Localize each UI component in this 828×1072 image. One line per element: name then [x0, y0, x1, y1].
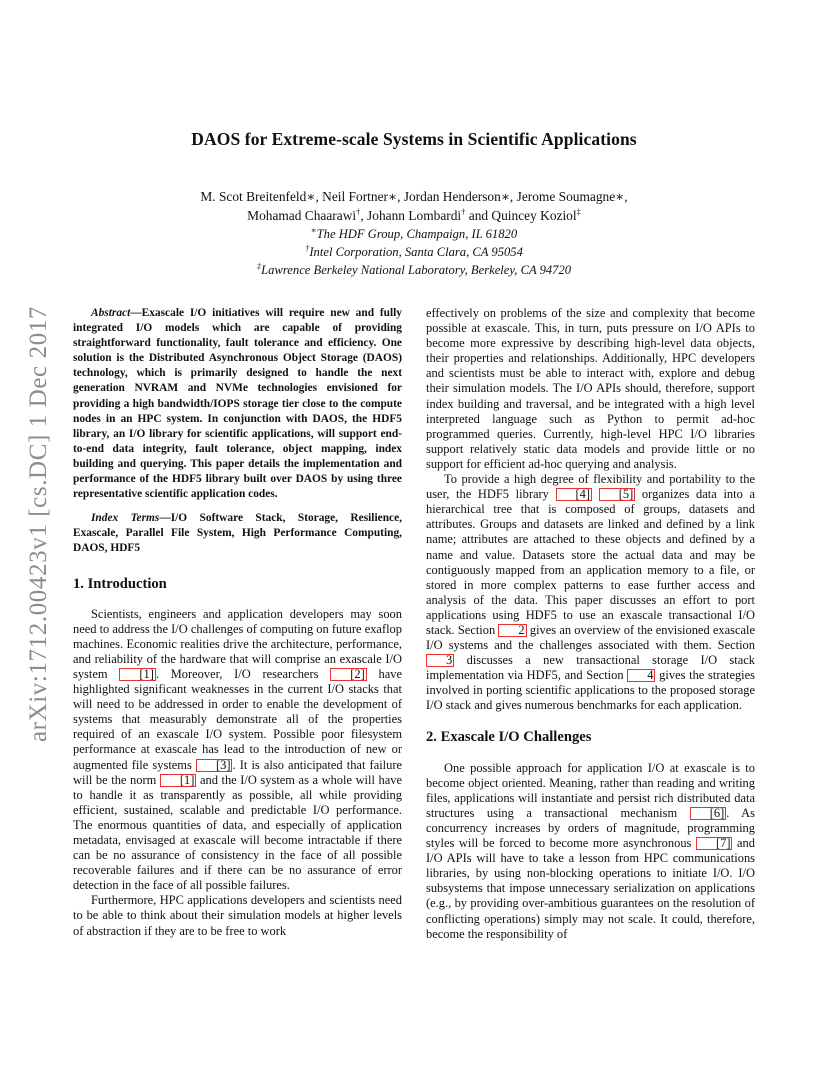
section-heading-exascale: 2. Exascale I/O Challenges	[426, 728, 592, 745]
citation-link[interactable]: [7]	[696, 837, 733, 850]
index-terms: Index Terms—I/O Software Stack, Storage, Resilience, Exascale, Parallel File System, High Performance Computing, DAOS, HDF5	[73, 512, 402, 555]
affiliation-2: †Intel Corporation, Santa Clara, CA 95054	[305, 242, 523, 259]
citation-link[interactable]: [1]	[160, 774, 197, 787]
abstract: Abstract—Exascale I/O initiatives will require new and fully integrated I/O models which are capable of providing straightforward functionality, fault tolerance and efficiency. One solution is the Distributed Asynchronous Object Storage (DAOS) technology, which is primarily designed to handle the next generation NVRAM and NVMe technologies envisioned for providing a high bandwidth/IOPS storage tier close to the compute nodes in an HPC system. In conjunction with DAOS, the HDF5 library, an I/O library for scientific applications, will support end-to-end data integrity, fault tolerance, object mapping, index building and querying. This paper details the implementation and performance of the HDF5 library built over DAOS by using three representative scientific application codes.	[73, 307, 402, 501]
paper-title: DAOS for Extreme-scale Systems in Scientific Applications	[191, 129, 637, 149]
exascale-paragraph-1: One possible approach for application I/O at exascale is to become object oriented. Meaning, rather than reading and writing files, applications will instantiate and persist rich distributed data structures using a transactional mechanism [6] . As concurrency increases by orders of magnitude, programming styles will be forced to become more asynchronous [7] and I/O APIs will have to take a lesson from HPC communications libraries, by using non-blocking operations to initiate I/O. I/O subsystems that impose unnecessary serialization on applications (e.g., by providing over-ambitious guarantees on the resolution of conflicting operations) simply may not scale. It could, therefore, become the responsibility of	[426, 760, 755, 941]
citation-link[interactable]: [5]	[599, 488, 636, 501]
affiliation-3: ‡Lawrence Berkeley National Laboratory, Berkeley, CA 94720	[256, 260, 572, 277]
intro-paragraph-4: To provide a high degree of flexibility and portability to the user, the HDF5 library [4] [5] organizes data into a hierarchical tree that is composed of groups, datasets and attributes. Groups and datasets are linked and defined by a link name; attributes are attached to these objects and defined by a name and value. Datasets store the actual data and may be contiguously mapped from an application memory to a file, or stored in more complex patterns to ease further access and analysis of the data. This paper discusses an effort to port applications using HDF5 to use an exascale transactional I/O stack. Section 2 gives an overview of the envisioned exascale I/O systems and the challenges associated with them. Section 3 discusses a new transactional storage I/O stack implementation via HDF5, and Section 4 gives the strategies involved in porting scientific applications to the proposed storage I/O stack and gives numerous benchmarks for each application.	[426, 472, 756, 713]
citation-link[interactable]: [2]	[330, 668, 367, 681]
author-block	[0, 187, 828, 279]
intro-paragraph-1: Scientists, engineers and application developers may soon need to address the I/O challenges of computing on future exaflop machines. Economic realities drive the architecture, performance, and reliability of the hardware that will comprise an exascale I/O system [1] . Moreover, I/O researchers [2] have highlighted significant weaknesses in the current I/O stacks that will need to be addressed in order to enable the development of systems that measurably demonstrate all of the properties required of an exascale I/O system. Possible poor filesystem performance at exascale has lead to the introduction of new or augmented file systems [3] . It is also anticipated that failure will be the norm [1] and the I/O system as a whole will have to handle it as transparently as possible, all while providing efficient, sustained, scalable and predictable I/O performance. The enormous quantities of data, and especially of application metadata, envisaged at exascale will become intractable if there can be no assurance of consistency in the face of all possible recoverable failures and if there can be no assurance of error detection in the face of all possible failures.	[73, 606, 403, 893]
section-link[interactable]: 4	[627, 669, 655, 682]
intro-paragraph-2: Furthermore, HPC applications developers and scientists need to be able to think about their simulation models at higher levels of abstraction if they are to be free to work	[73, 893, 402, 938]
left-column	[73, 306, 402, 939]
section-link[interactable]: 3	[426, 654, 454, 667]
citation-link[interactable]: [4]	[556, 488, 593, 501]
citation-link[interactable]: [3]	[196, 759, 233, 772]
author-line-2: Mohamad Chaarawi†, Johann Lombardi† and Quincey Koziol‡	[247, 206, 581, 223]
arxiv-stamp: arXiv:1712.00423v1 [cs.DC] 1 Dec 2017	[25, 305, 52, 743]
intro-paragraph-3: effectively on problems of the size and complexity that become possible at exascale. This, in turn, puts pressure on I/O APIs to become more expressive by describing high-level data objects, their properties and relationships. Additionally, HPC developers and scientists must be able to interact with, explore and debug their simulation models. The I/O APIs should, therefore, support index building and traversal, and be integrated with a high level interpreted language such as Python to permit ad-hoc programmed queries. Currently, high-level HPC I/O libraries support relatively static data models and provide little or no support for efficient ad-hoc querying and analysis.	[426, 306, 755, 471]
citation-link[interactable]: [1]	[119, 668, 156, 681]
section-heading-introduction: 1. Introduction	[73, 575, 167, 592]
citation-link[interactable]: [6]	[690, 807, 727, 820]
section-link[interactable]: 2	[498, 624, 526, 637]
author-line-1: M. Scot Breitenfeld∗, Neil Fortner∗, Jordan Henderson∗, Jerome Soumagne∗,	[200, 189, 628, 204]
right-column	[426, 306, 755, 942]
affiliation-1: ∗The HDF Group, Champaign, IL 61820	[310, 224, 518, 241]
